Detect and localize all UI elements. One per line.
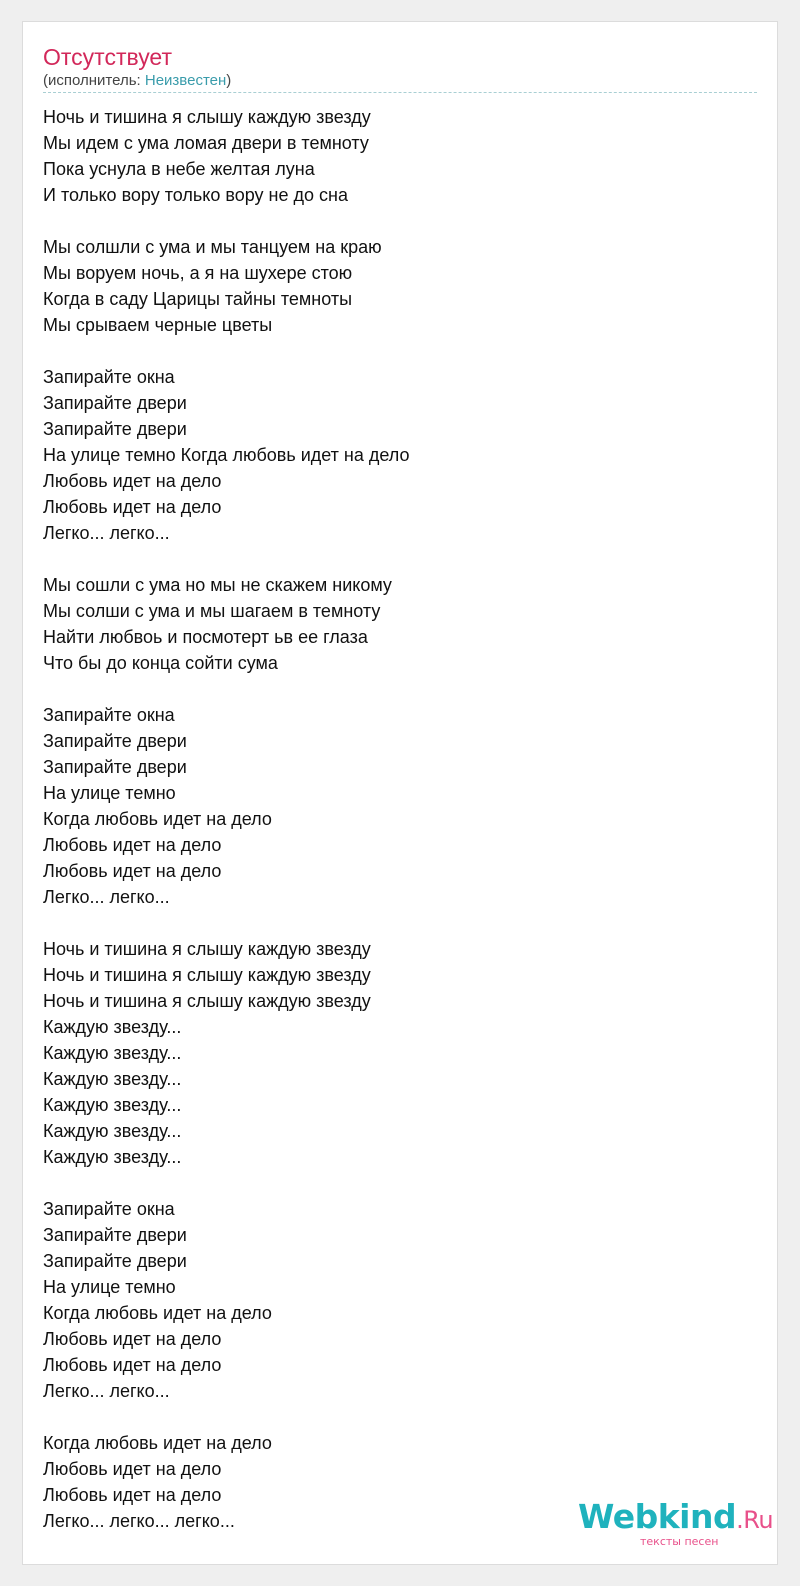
lyrics-line: На улице темно [43,783,176,803]
lyrics-line: Любовь идет на дело [43,835,222,855]
lyrics-line: Запирайте двери [43,1225,187,1245]
logo-name: Webkind [578,1497,737,1536]
lyrics-line: Легко... легко... [43,887,170,907]
lyrics-line: Когда в саду Царицы тайны темноты [43,289,353,309]
lyrics-stanza [43,104,410,208]
lyrics-line: На улице темно [43,1277,176,1297]
lyrics-stanza [43,1196,410,1404]
logo-tagline: тексты песен [640,1535,719,1548]
lyrics-line: И только вору только вору не до сна [43,185,348,205]
lyrics-text [43,104,410,1560]
lyrics-line: Легко... легко... [43,523,170,543]
lyrics-stanza [43,364,410,546]
lyrics-line: Когда любовь идет на дело [43,1303,272,1323]
lyrics-line: Любовь идет на дело [43,1485,222,1505]
lyrics-line: Каждую звезду... [43,1043,182,1063]
lyrics-line: На улице темно Когда любовь идет на дело [43,445,410,465]
lyrics-line: Пока уснула в небе желтая луна [43,159,315,179]
lyrics-stanza [43,572,410,676]
lyrics-line: Каждую звезду... [43,1121,182,1141]
lyrics-line: Найти любвоь и посмотерт ьв ее глаза [43,627,368,647]
lyrics-line: Когда любовь идет на дело [43,1433,272,1453]
lyrics-line: Запирайте двери [43,757,187,777]
logo-wordmark [578,1497,773,1540]
lyrics-line: Легко... легко... [43,1381,170,1401]
lyrics-line: Любовь идет на дело [43,497,222,517]
lyrics-stanza [43,936,410,1170]
lyrics-line: Ночь и тишина я слышу каждую звезду [43,965,371,985]
lyrics-stanza [43,702,410,910]
song-title: Отсутствует [43,44,172,70]
lyrics-line: Запирайте окна [43,705,175,725]
lyrics-line: Запирайте двери [43,731,187,751]
lyrics-line: Каждую звезду... [43,1095,182,1115]
lyrics-line: Запирайте окна [43,367,175,387]
lyrics-line: Легко... легко... легко... [43,1511,235,1531]
lyrics-line: Мы солши с ума и мы шагаем в темноту [43,601,381,621]
lyrics-line: Мы сошли с ума но мы не скажем никому [43,575,392,595]
lyrics-line: Запирайте двери [43,419,187,439]
site-logo[interactable] [578,1497,778,1557]
lyrics-line: Ночь и тишина я слышу каждую звезду [43,991,371,1011]
lyrics-line: Мы воруем ночь, а я на шухере стою [43,263,353,283]
lyrics-line: Мы идем с ума ломая двери в темноту [43,133,369,153]
lyrics-line: Любовь идет на дело [43,1459,222,1479]
lyrics-line: Ночь и тишина я слышу каждую звезду [43,939,371,959]
logo-tld: .Ru [736,1506,774,1534]
lyrics-line: Когда любовь идет на дело [43,809,272,829]
lyrics-line: Мы срываем черные цветы [43,315,273,335]
artist-link[interactable]: Неизвестен [144,72,227,89]
lyrics-stanza [43,1430,410,1534]
lyrics-line: Запирайте двери [43,1251,187,1271]
lyrics-line: Любовь идет на дело [43,471,222,491]
lyrics-card [22,21,778,1565]
lyrics-line: Мы солшли с ума и мы танцуем на краю [43,237,382,257]
lyrics-line: Любовь идет на дело [43,1355,222,1375]
lyrics-line: Каждую звезду... [43,1069,182,1089]
lyrics-line: Ночь и тишина я слышу каждую звезду [43,107,371,127]
artist-prefix: (исполнитель: [43,72,145,89]
lyrics-line: Любовь идет на дело [43,861,222,881]
artist-suffix: ) [226,72,232,89]
lyrics-line: Что бы до конца сойти сума [43,653,278,673]
lyrics-line: Каждую звезду... [43,1017,182,1037]
lyrics-line: Любовь идет на дело [43,1329,222,1349]
lyrics-line: Запирайте окна [43,1199,175,1219]
artist-line [43,72,231,90]
title-divider [43,92,757,93]
lyrics-line: Каждую звезду... [43,1147,182,1167]
lyrics-stanza [43,234,410,338]
lyrics-line: Запирайте двери [43,393,187,413]
